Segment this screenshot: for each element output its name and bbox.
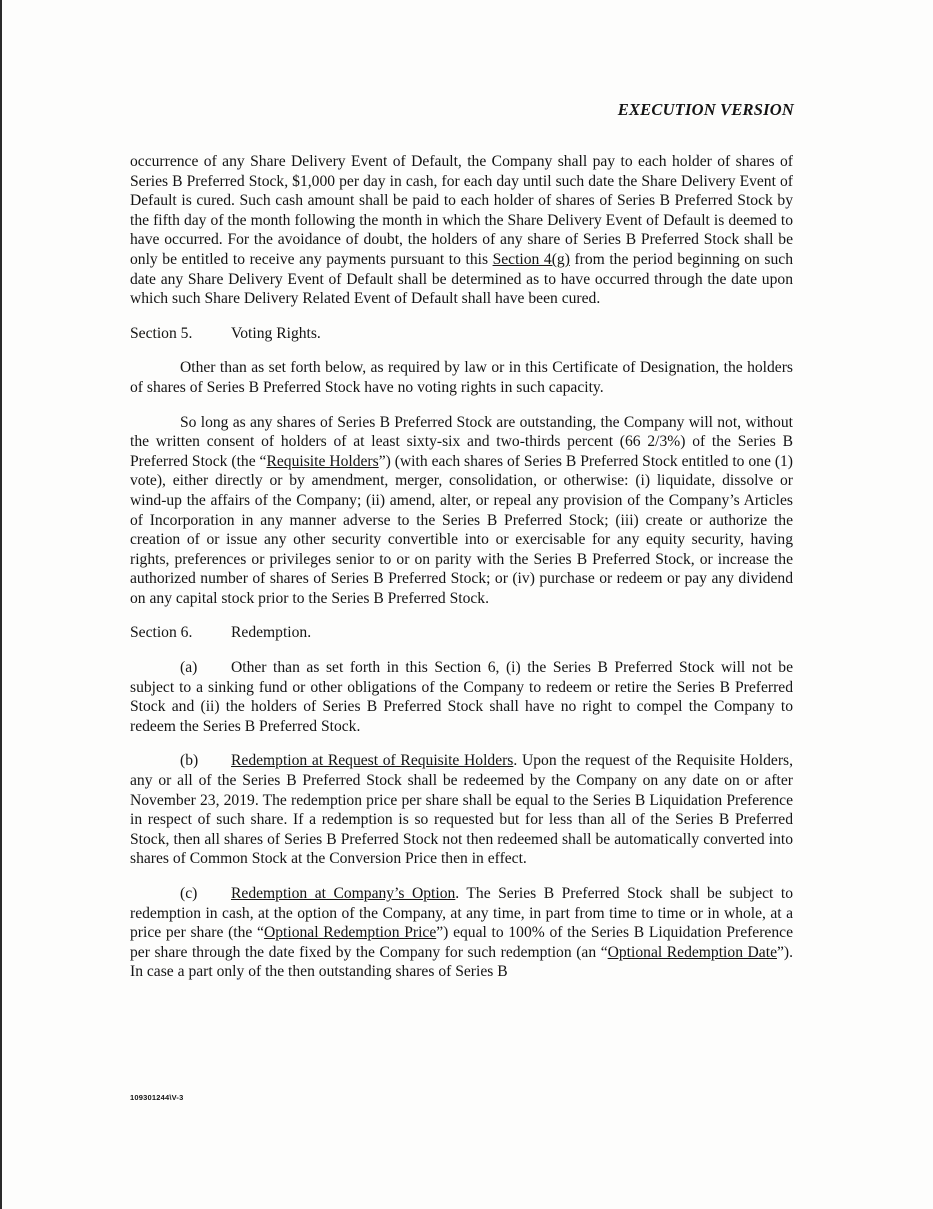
consent-paragraph (130, 413, 793, 609)
section-title: Redemption. (231, 624, 312, 642)
paragraph-text: from the period beginning on such date any Share Delivery Event of Default shall be determined as to have occurred through the date upon which such Share Delivery Related Event of Default shall have been cured. (130, 250, 793, 308)
paragraph-text: occurrence of any Share Delivery Event of Default, the Company shall pay to each holder of shares of Series B Preferred Stock, $1,000 per day in cash, for each day until such date the Share Delivery Event of Default is cured. Such cash amount shall be paid to each holder of shares of Series B Preferred Stock by the fifth day of the month following the month in which the Share Delivery Event of Default is deemed to have occurred. For the avoidance of doubt, the holders of any share of Series B Preferred Stock shall be only be entitled to receive any payments pursuant to this (130, 153, 793, 268)
clause-heading: Redemption at Request of Requisite Holders (231, 752, 514, 770)
clause-label: (a) (180, 659, 198, 677)
redemption-clause-c (130, 884, 793, 982)
clause-label: (b) (180, 752, 199, 770)
section-5-heading (130, 324, 793, 344)
clause-text: . Upon the request of the Requisite Holders, any or all of the Series B Preferred Stock shall be redeemed by the Company on any date on or after November 23, 2019. The redemption price per share shall be equal to the Series B Liquidation Preference in respect of such share. If a redemption is so requested but for less than all of the Series B Preferred Stock, then all shares of Series B Preferred Stock not then redeemed shall be automatically converted into shares of Common Stock at the Conversion Price then in effect. (130, 752, 793, 868)
document-body (130, 152, 793, 997)
section-6-heading (130, 623, 793, 643)
section-title: Voting Rights. (231, 324, 321, 342)
voting-rights-paragraph: Other than as set forth below, as required by law or in this Certificate of Designation, the holders of shares of Series B Preferred Stock have no voting rights in such capacity. (130, 359, 793, 396)
section-4g-reference: Section 4(g) (492, 250, 570, 268)
defined-term-optional-redemption-price: Optional Redemption Price (263, 924, 437, 942)
clause-label: (c) (180, 885, 198, 902)
section-number: Section 6. (130, 624, 193, 642)
paragraph-text: So long as any shares of Series B Preferred Stock are outstanding, the Company will not, without the written consent of holders of at least sixty-six and two-thirds percent (66 2/3%) of the Series B Preferred Stock (the “ (130, 413, 793, 470)
execution-version-header: EXECUTION VERSION (617, 100, 794, 119)
clause-text: ”) equal to 100% of the Series B Liquidation Preference per share through the date fixed by the Company for such redemption (an “ (130, 924, 793, 961)
defined-term-requisite-holders: Requisite Holders (266, 452, 379, 470)
page-edge (0, 0, 2, 1209)
clause-text: Other than as set forth in this Section 6, (i) the Series B Preferred Stock will not be subject to a sinking fund or other obligations of the Company to redeem or retire the Series B Preferred Stock and (ii) the holders of Series B Preferred Stock shall have no right to compel the Company to redeem the Series B Preferred Stock. (130, 659, 793, 735)
clause-text: ”). In case a part only of the then outstanding shares of Series B (130, 943, 794, 981)
defined-term-optional-redemption-date: Optional Redemption Date (607, 943, 777, 961)
clause-text: . The Series B Preferred Stock shall be subject to redemption in cash, at the option of the Company, at any time, in part from time to time or in whole, at a price per share (the “ (130, 885, 794, 942)
redemption-clause-a (130, 658, 793, 736)
document-code: 109301244\V-3 (130, 1093, 184, 1102)
clause-heading: Redemption at Company’s Option (231, 885, 456, 902)
paragraph-continued (130, 152, 793, 309)
paragraph-text: ”) (with each shares of Series B Preferred Stock entitled to one (1) vote), either directly or by amendment, merger, consolidation, or otherwise: (i) liquidate, dissolve or wind-up the affairs of the Company; (ii) amend, alter, or repeal any provision of the Company’s Articles of Incorporation in any manner adverse to the Series B Preferred Stock; (iii) create or authorize the creation of or issue any other security convertible into or exercisable for any equity security, having rights, preferences or privileges senior to or on parity with the Series B Preferred Stock, or increase the authorized number of shares of Series B Preferred Stock; or (iv) purchase or redeem or pay any dividend on any capital stock prior to the Series B Preferred Stock. (130, 452, 793, 607)
redemption-clause-b (130, 751, 793, 869)
section-number: Section 5. (130, 324, 193, 342)
